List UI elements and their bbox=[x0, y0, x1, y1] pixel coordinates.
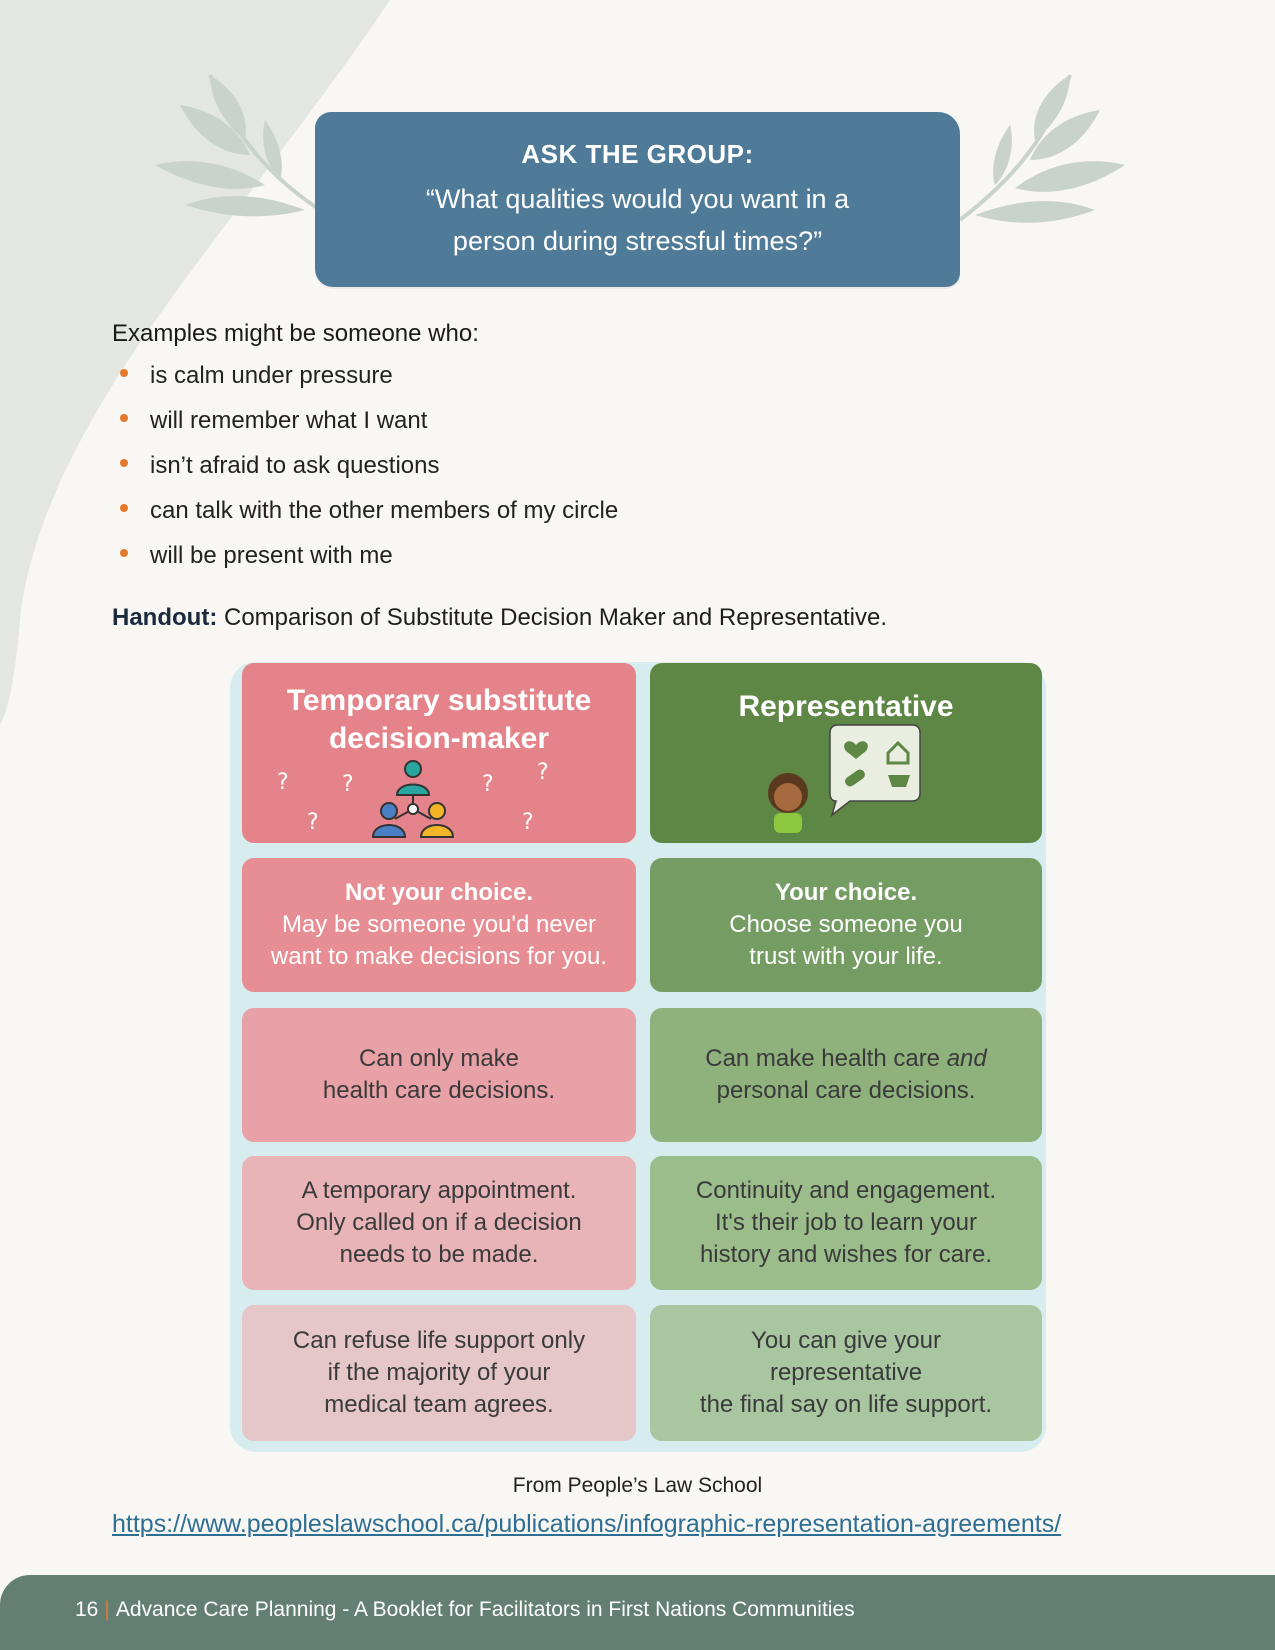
left-card-appointment-line-1: A temporary appointment. bbox=[301, 1177, 577, 1204]
right-card-continuity-line-2: It's their job to learn your bbox=[714, 1209, 978, 1236]
left-card-scope bbox=[242, 1008, 636, 1142]
svg-text:?: ? bbox=[537, 760, 549, 785]
left-card-life-support-line-1: Can refuse life support only bbox=[292, 1327, 586, 1354]
right-card-continuity-line-1: Continuity and engagement. bbox=[695, 1177, 997, 1204]
left-header-line-2: decision-maker bbox=[328, 722, 550, 755]
left-card-life-support-line-2: if the majority of your bbox=[327, 1359, 551, 1386]
left-card-appointment-line-2: Only called on if a decision bbox=[296, 1209, 582, 1236]
list-item bbox=[120, 407, 618, 452]
right-card-life-support bbox=[650, 1305, 1042, 1441]
right-card-scope bbox=[650, 1008, 1042, 1142]
ask-the-group-box bbox=[315, 112, 960, 287]
handout-text: Comparison of Substitute Decision Maker and Representative. bbox=[217, 604, 887, 631]
left-card-choice-heading: Not your choice. bbox=[344, 879, 534, 906]
left-card-choice-line-2: want to make decisions for you. bbox=[270, 943, 608, 970]
right-card-choice-heading: Your choice. bbox=[774, 879, 918, 906]
svg-text:?: ? bbox=[277, 770, 289, 795]
left-card-life-support-line-3: medical team agrees. bbox=[324, 1391, 554, 1418]
bullet-dot-icon bbox=[120, 414, 128, 422]
footer-text bbox=[75, 1598, 855, 1622]
left-card-appointment bbox=[242, 1156, 636, 1290]
list-item-text: is calm under pressure bbox=[150, 362, 393, 389]
bullet-dot-icon bbox=[120, 459, 128, 467]
right-card-life-support-line-2: representative bbox=[769, 1359, 923, 1386]
left-card-life-support bbox=[242, 1305, 636, 1441]
examples-list bbox=[120, 362, 618, 587]
source-link[interactable]: https://www.peopleslawschool.ca/publications/infographic-representation-agreements/ bbox=[112, 1510, 1062, 1538]
svg-text:?: ? bbox=[307, 810, 319, 835]
ask-question-line-1: “What qualities would you want in a bbox=[425, 184, 850, 214]
right-card-choice-line-2: trust with your life. bbox=[749, 943, 943, 970]
svg-text:?: ? bbox=[522, 810, 534, 835]
source-credit: From People’s Law School bbox=[512, 1474, 763, 1497]
list-item bbox=[120, 362, 618, 407]
list-item-text: isn’t afraid to ask questions bbox=[150, 452, 440, 479]
ask-question-line-2: person during stressful times?” bbox=[452, 226, 823, 256]
right-card-life-support-line-1: You can give your bbox=[751, 1327, 941, 1354]
person-speech-bubble-icon bbox=[760, 723, 940, 838]
header-representative bbox=[650, 663, 1042, 843]
group-people-question-icon bbox=[267, 759, 567, 839]
bullet-dot-icon bbox=[120, 549, 128, 557]
bullet-dot-icon bbox=[120, 504, 128, 512]
page-footer bbox=[0, 1575, 1275, 1650]
right-card-scope-line-1: Can make health care and bbox=[705, 1045, 987, 1072]
examples-intro: Examples might be someone who: bbox=[112, 320, 479, 347]
list-item-text: will remember what I want bbox=[150, 407, 428, 434]
list-item-text: can talk with the other members of my circle bbox=[150, 497, 619, 524]
leaf-branch-right-icon bbox=[950, 70, 1125, 230]
handout-line bbox=[112, 604, 887, 632]
left-card-scope-line-2: health care decisions. bbox=[322, 1077, 556, 1104]
header-temporary-substitute bbox=[242, 663, 636, 843]
right-card-choice-line-1: Choose someone you bbox=[729, 911, 963, 938]
list-item bbox=[120, 542, 618, 587]
page-number: 16 bbox=[75, 1598, 99, 1621]
footer-separator: | bbox=[104, 1598, 110, 1621]
ask-title: ASK THE GROUP: bbox=[521, 139, 754, 169]
left-card-choice bbox=[242, 858, 636, 992]
right-card-life-support-line-3: the final say on life support. bbox=[699, 1391, 993, 1418]
emphasis-and: and bbox=[946, 1045, 987, 1072]
right-card-scope-line-2: personal care decisions. bbox=[716, 1077, 976, 1104]
right-card-continuity bbox=[650, 1156, 1042, 1290]
left-header-line-1: Temporary substitute bbox=[286, 684, 592, 717]
left-card-appointment-line-3: needs to be made. bbox=[339, 1241, 539, 1268]
list-item bbox=[120, 452, 618, 497]
list-item bbox=[120, 497, 618, 542]
right-card-continuity-line-3: history and wishes for care. bbox=[699, 1241, 993, 1268]
list-item-text: will be present with me bbox=[150, 542, 393, 569]
leaf-branch-left-icon bbox=[155, 70, 330, 220]
bullet-dot-icon bbox=[120, 369, 128, 377]
right-header-title: Representative bbox=[738, 690, 954, 723]
right-card-choice bbox=[650, 858, 1042, 992]
svg-text:?: ? bbox=[482, 772, 494, 797]
footer-title: Advance Care Planning - A Booklet for Facilitators in First Nations Communities bbox=[115, 1598, 855, 1621]
left-card-scope-line-1: Can only make bbox=[358, 1045, 520, 1072]
svg-text:?: ? bbox=[342, 772, 354, 797]
left-card-choice-line-1: May be someone you'd never bbox=[281, 911, 597, 938]
handout-label: Handout: bbox=[112, 604, 218, 631]
